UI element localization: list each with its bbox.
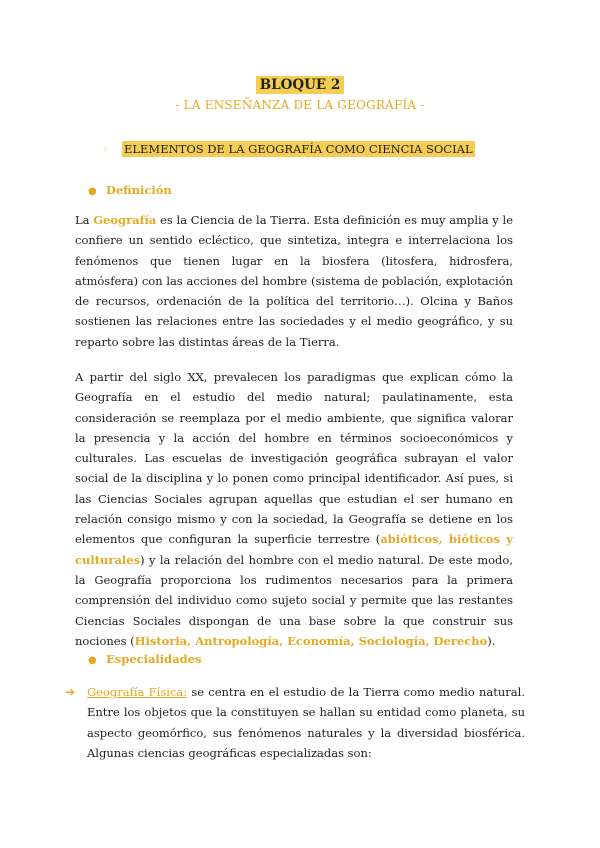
text-run: se centra en el estudio de la Tierra como medio natural. Entre los objetos que la constituyen se hallan su entidad como planeta, su aspecto geomórfico, sus fenómenos naturales y la diversidad biosférica. Algunas ciencias geográficas especializadas son: bbox=[87, 685, 525, 760]
section-heading-text: ELEMENTOS DE LA GEOGRAFÍA COMO CIENCIA SOCIAL bbox=[124, 142, 473, 156]
geografia-highlight: Geografía bbox=[93, 213, 157, 227]
especialidad-item-body bbox=[87, 682, 525, 763]
text-run: es la Ciencia de la Tierra. Esta definición es muy amplia y le confiere un sentido ecléctico, que sintetiza, integra e interrelaciona los fenómenos que tienen lugar en la biosfera (litosfera, hidrosfera, atmósfera) con las acciones del hombre (sistema de población, explotación de recursos, ordenación de la política del territorio…). Olcina y Baños sostienen las relaciones entre las sociedades y el medio geográfico, y su reparto sobre las distintas áreas de la Tierra. bbox=[75, 213, 513, 349]
geografia-fisica-link[interactable]: Geografía Física: bbox=[87, 685, 188, 699]
especialidad-item-fisica bbox=[65, 682, 525, 763]
definicion-paragraph-1 bbox=[75, 210, 513, 352]
ciencias-highlight: Historia, Antropología, Economía, Sociología, Derecho bbox=[134, 633, 488, 648]
text-run: La bbox=[75, 213, 94, 227]
definicion-heading bbox=[88, 183, 172, 197]
block-title bbox=[0, 74, 600, 93]
block-title-text: BLOQUE 2 bbox=[256, 76, 345, 94]
circle-bullet-icon: ◦ bbox=[102, 143, 110, 157]
definicion-paragraph-2 bbox=[75, 367, 513, 651]
bullet-icon: ● bbox=[88, 186, 97, 197]
definicion-heading-text: Definición bbox=[106, 183, 172, 197]
arrow-right-icon: ➔ bbox=[65, 685, 76, 699]
abioticos-highlight: abióticos, bióticos y culturales bbox=[75, 532, 513, 567]
bullet-icon: ● bbox=[88, 655, 97, 666]
text-run: ). bbox=[487, 633, 496, 648]
text-run: A partir del siglo XX, prevalecen los paradigmas que explican cómo la Geografía en el estudio del medio natural; paulatinamente, esta consideración se reemplaza por el medio ambiente, que significa valorar la presencia y la acción del hombre en términos socioeconómicos y culturales. Las escuelas de investigación geográfica subrayan el valor social de la disciplina y lo ponen como principal identificador. Así pues, si las Ciencias Sociales agrupan aquellas que estudian el ser humano en relación consigo mismo y con la sociedad, la Geografía se detiene en los elementos que configuran la superficie terrestre ( bbox=[75, 370, 513, 547]
text-run: ) y la relación del hombre con el medio natural. De este modo, la Geografía proporciona los rudimentos necesarios para la primera comprensión del individuo como sujeto social y permite que las restantes Ciencias Sociales dispongan de una base sobre la que construir sus nociones ( bbox=[75, 552, 513, 648]
especialidades-heading bbox=[88, 652, 201, 666]
section-heading bbox=[102, 142, 520, 156]
subtitle: - LA ENSEÑANZA DE LA GEOGRAFÍA - bbox=[175, 98, 425, 112]
especialidades-heading-text: Especialidades bbox=[106, 652, 202, 666]
